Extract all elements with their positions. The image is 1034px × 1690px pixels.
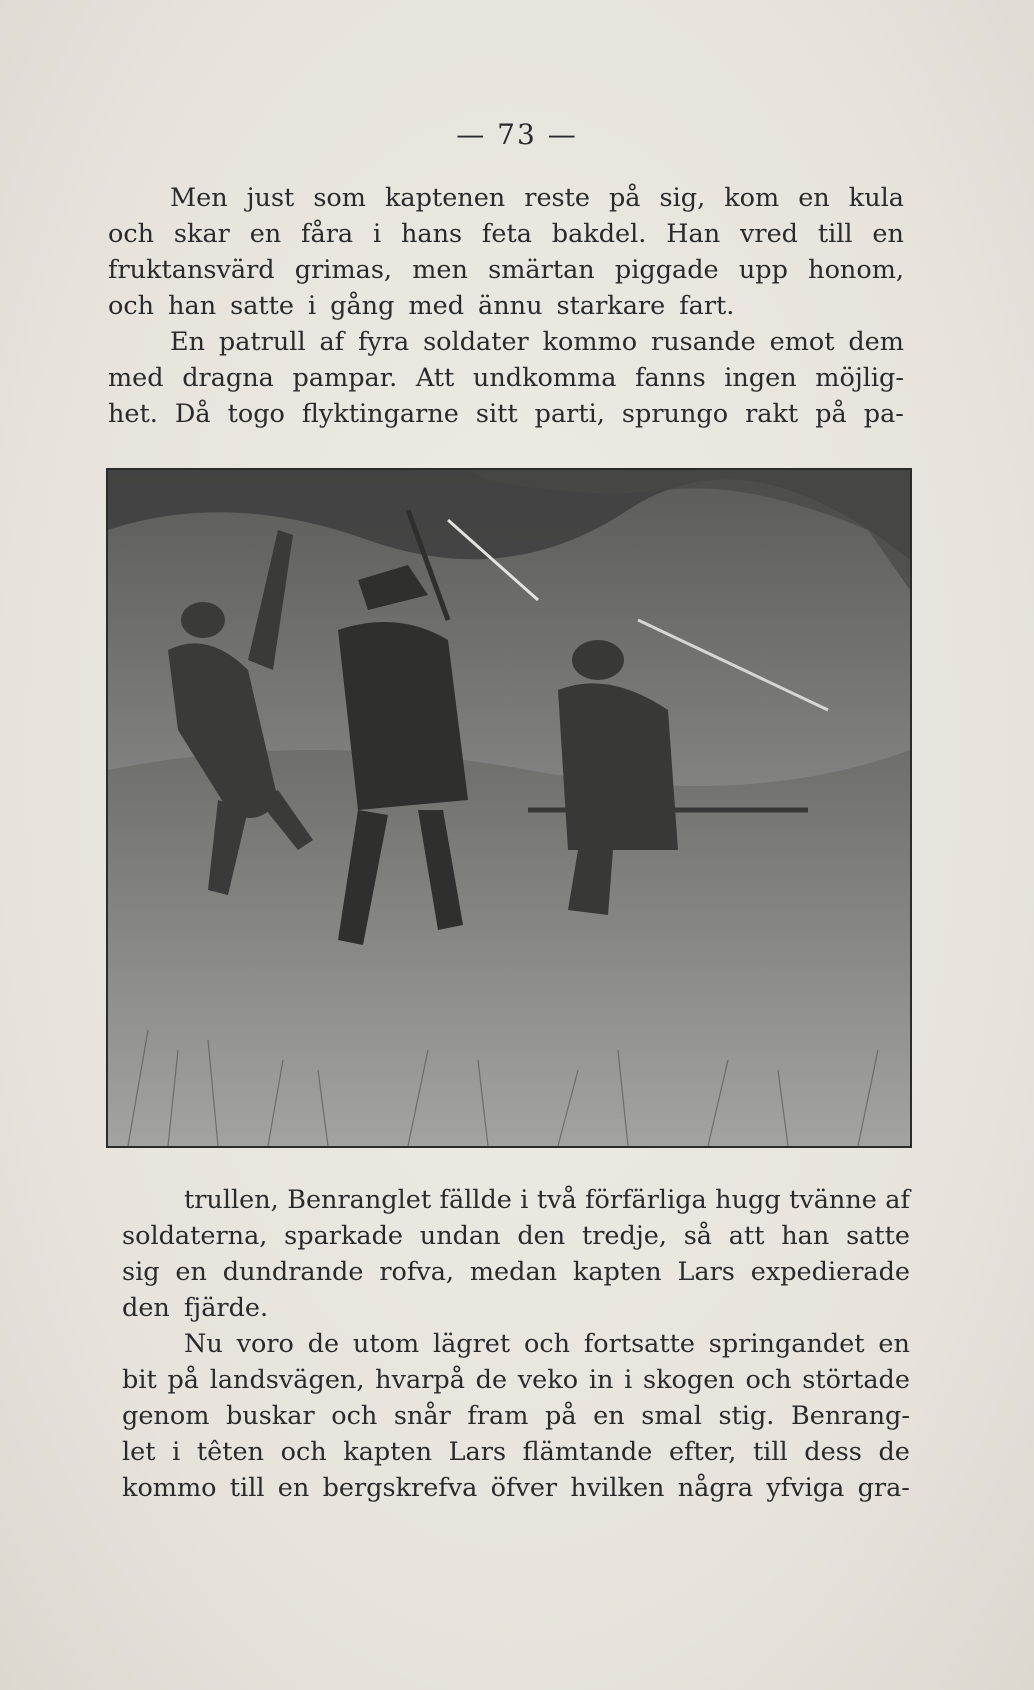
text-line: med dragna pampar. Att undkomma fanns ingen möjlig- [108, 363, 904, 393]
text-line: Nu voro de utom lägret och fortsatte springandet en [184, 1329, 910, 1359]
text-line: trullen, Benranglet fällde i två förfärliga hugg tvänne af [184, 1185, 910, 1215]
text-line: soldaterna, sparkade undan den tredje, så att han satte [122, 1221, 910, 1251]
illustration-sword-fight [106, 468, 912, 1148]
text-line: och skar en fåra i hans feta bakdel. Han vred till en [108, 219, 904, 249]
page-number: — 73 — [456, 118, 578, 151]
text-line: genom buskar och snår fram på en smal stig. Benrang- [122, 1401, 910, 1431]
text-line: let i têten och kapten Lars flämtande efter, till dess de [122, 1437, 910, 1467]
text-line: het. Då togo flyktingarne sitt parti, sprungo rakt på pa- [108, 399, 904, 429]
text-line: och han satte i gång med ännu starkare fart. [108, 291, 735, 321]
text-line: sig en dundrande rofva, medan kapten Lars expedierade [122, 1257, 910, 1287]
text-block-top [108, 180, 904, 432]
text-line: Men just som kaptenen reste på sig, kom en kula [170, 183, 904, 213]
text-line: bit på landsvägen, hvarpå de veko in i skogen och störtade [122, 1365, 910, 1395]
text-line: kommo till en bergskrefva öfver hvilken några yfviga gra- [122, 1473, 910, 1503]
text-line: den fjärde. [122, 1293, 269, 1323]
text-line: En patrull af fyra soldater kommo rusande emot dem [170, 327, 904, 357]
text-line: fruktansvärd grimas, men smärtan piggade upp honom, [108, 255, 904, 285]
illustration-drawing [108, 470, 910, 1146]
text-block-bottom [122, 1182, 910, 1506]
